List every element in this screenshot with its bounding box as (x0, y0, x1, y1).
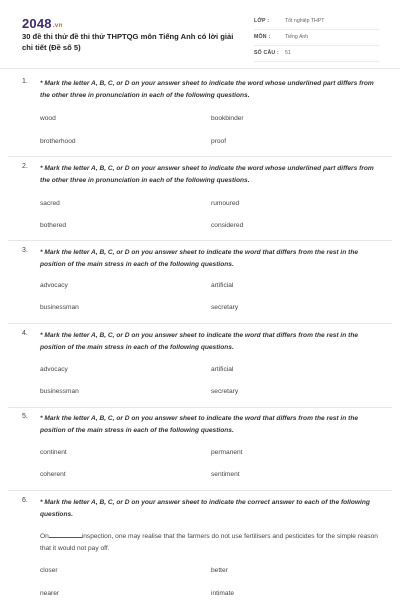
question-passage (40, 531, 385, 555)
question-separator (8, 490, 392, 491)
answer-blank (49, 532, 82, 538)
question-prompt: * Mark the letter A, B, C, or D on you answer sheet to indicate the word that differs from the rest in the position of the main stress in each of the following questions. (40, 332, 359, 351)
question-prompt: * Mark the letter A, B, C, or D on your answer sheet to indicate the word whose underlined part differs from the other three in pronunciation in each of the following questions. (40, 165, 374, 184)
meta-label: MÔN : (254, 34, 271, 40)
document-meta (254, 16, 379, 64)
question-prompt: * Mark the letter A, B, C, or D on you answer sheet to indicate the word that differs from the rest in the position of the main stress in each of the following questions. (40, 415, 359, 434)
option-a[interactable]: wood (40, 115, 56, 122)
option-a[interactable]: closer (40, 567, 58, 574)
passage-text-after: inspection, one may realise that the farmers do not use fertilisers and pesticides for the simple reason that it would not pay off. (40, 533, 378, 552)
question-number: 6. (22, 497, 28, 504)
option-b[interactable]: bookbinder (211, 115, 244, 122)
question-number: 3. (22, 247, 28, 254)
option-b[interactable]: permanent (211, 449, 243, 456)
option-a[interactable]: continent (40, 449, 67, 456)
option-d[interactable]: sentiment (211, 471, 240, 478)
meta-label: LỚP : (254, 18, 270, 24)
option-c[interactable]: coherent (40, 471, 66, 478)
passage-text-before: On (40, 533, 49, 540)
option-c[interactable]: businessman (40, 388, 79, 395)
question-number: 5. (22, 413, 28, 420)
option-a[interactable]: advocacy (40, 366, 68, 373)
question-number: 1. (22, 78, 28, 85)
question-prompt: * Mark the letter A, B, C, or D on you answer sheet to indicate the word that differs from the rest in the position of the main stress in each of the following questions. (40, 249, 359, 268)
question-separator (8, 407, 392, 408)
question-prompt: * Mark the letter A, B, C, or D on your answer sheet to indicate the word whose underlined part differs from the other three in pronunciation in each of the following questions. (40, 80, 374, 99)
site-logo[interactable] (22, 16, 63, 31)
header-divider (0, 68, 400, 69)
option-a[interactable]: advocacy (40, 282, 68, 289)
option-d[interactable]: secretary (211, 388, 239, 395)
option-b[interactable]: artificial (211, 282, 234, 289)
option-c[interactable]: brotherhood (40, 138, 76, 145)
document-header (0, 0, 400, 67)
option-c[interactable]: nearer (40, 590, 60, 597)
meta-value: 51 (285, 50, 291, 56)
document-title: 30 đề thi thử đề thi thử THPTQG môn Tiếng Anh có lời giải chi tiết (Đề số 5) (22, 32, 234, 52)
option-d[interactable]: proof (211, 138, 227, 145)
option-b[interactable]: better (211, 567, 228, 574)
logo-suffix: .vn (52, 23, 63, 29)
question-number: 2. (22, 163, 28, 170)
question-separator (8, 156, 392, 157)
option-a[interactable]: sacred (40, 200, 60, 207)
option-c[interactable]: businessman (40, 304, 79, 311)
meta-row-class (254, 16, 379, 30)
option-d[interactable]: considered (211, 222, 244, 229)
question-separator (8, 240, 392, 241)
meta-row-count (254, 48, 379, 62)
question-number: 4. (22, 330, 28, 337)
logo-main: 2048 (22, 16, 52, 31)
option-c[interactable]: bothered (40, 222, 67, 229)
option-d[interactable]: intimate (211, 590, 235, 597)
option-b[interactable]: artificial (211, 366, 234, 373)
meta-label: SỐ CÂU : (254, 50, 279, 56)
question-prompt: * Mark the letter A, B, C, or D on your answer sheet to indicate the correct answer to each of the following questions. (40, 499, 370, 518)
meta-value: Tiếng Anh (285, 34, 309, 40)
meta-value: Tốt nghiệp THPT (285, 18, 325, 24)
meta-row-subject (254, 32, 379, 46)
question-separator (8, 323, 392, 324)
option-b[interactable]: rumoured (211, 200, 240, 207)
option-d[interactable]: secretary (211, 304, 239, 311)
